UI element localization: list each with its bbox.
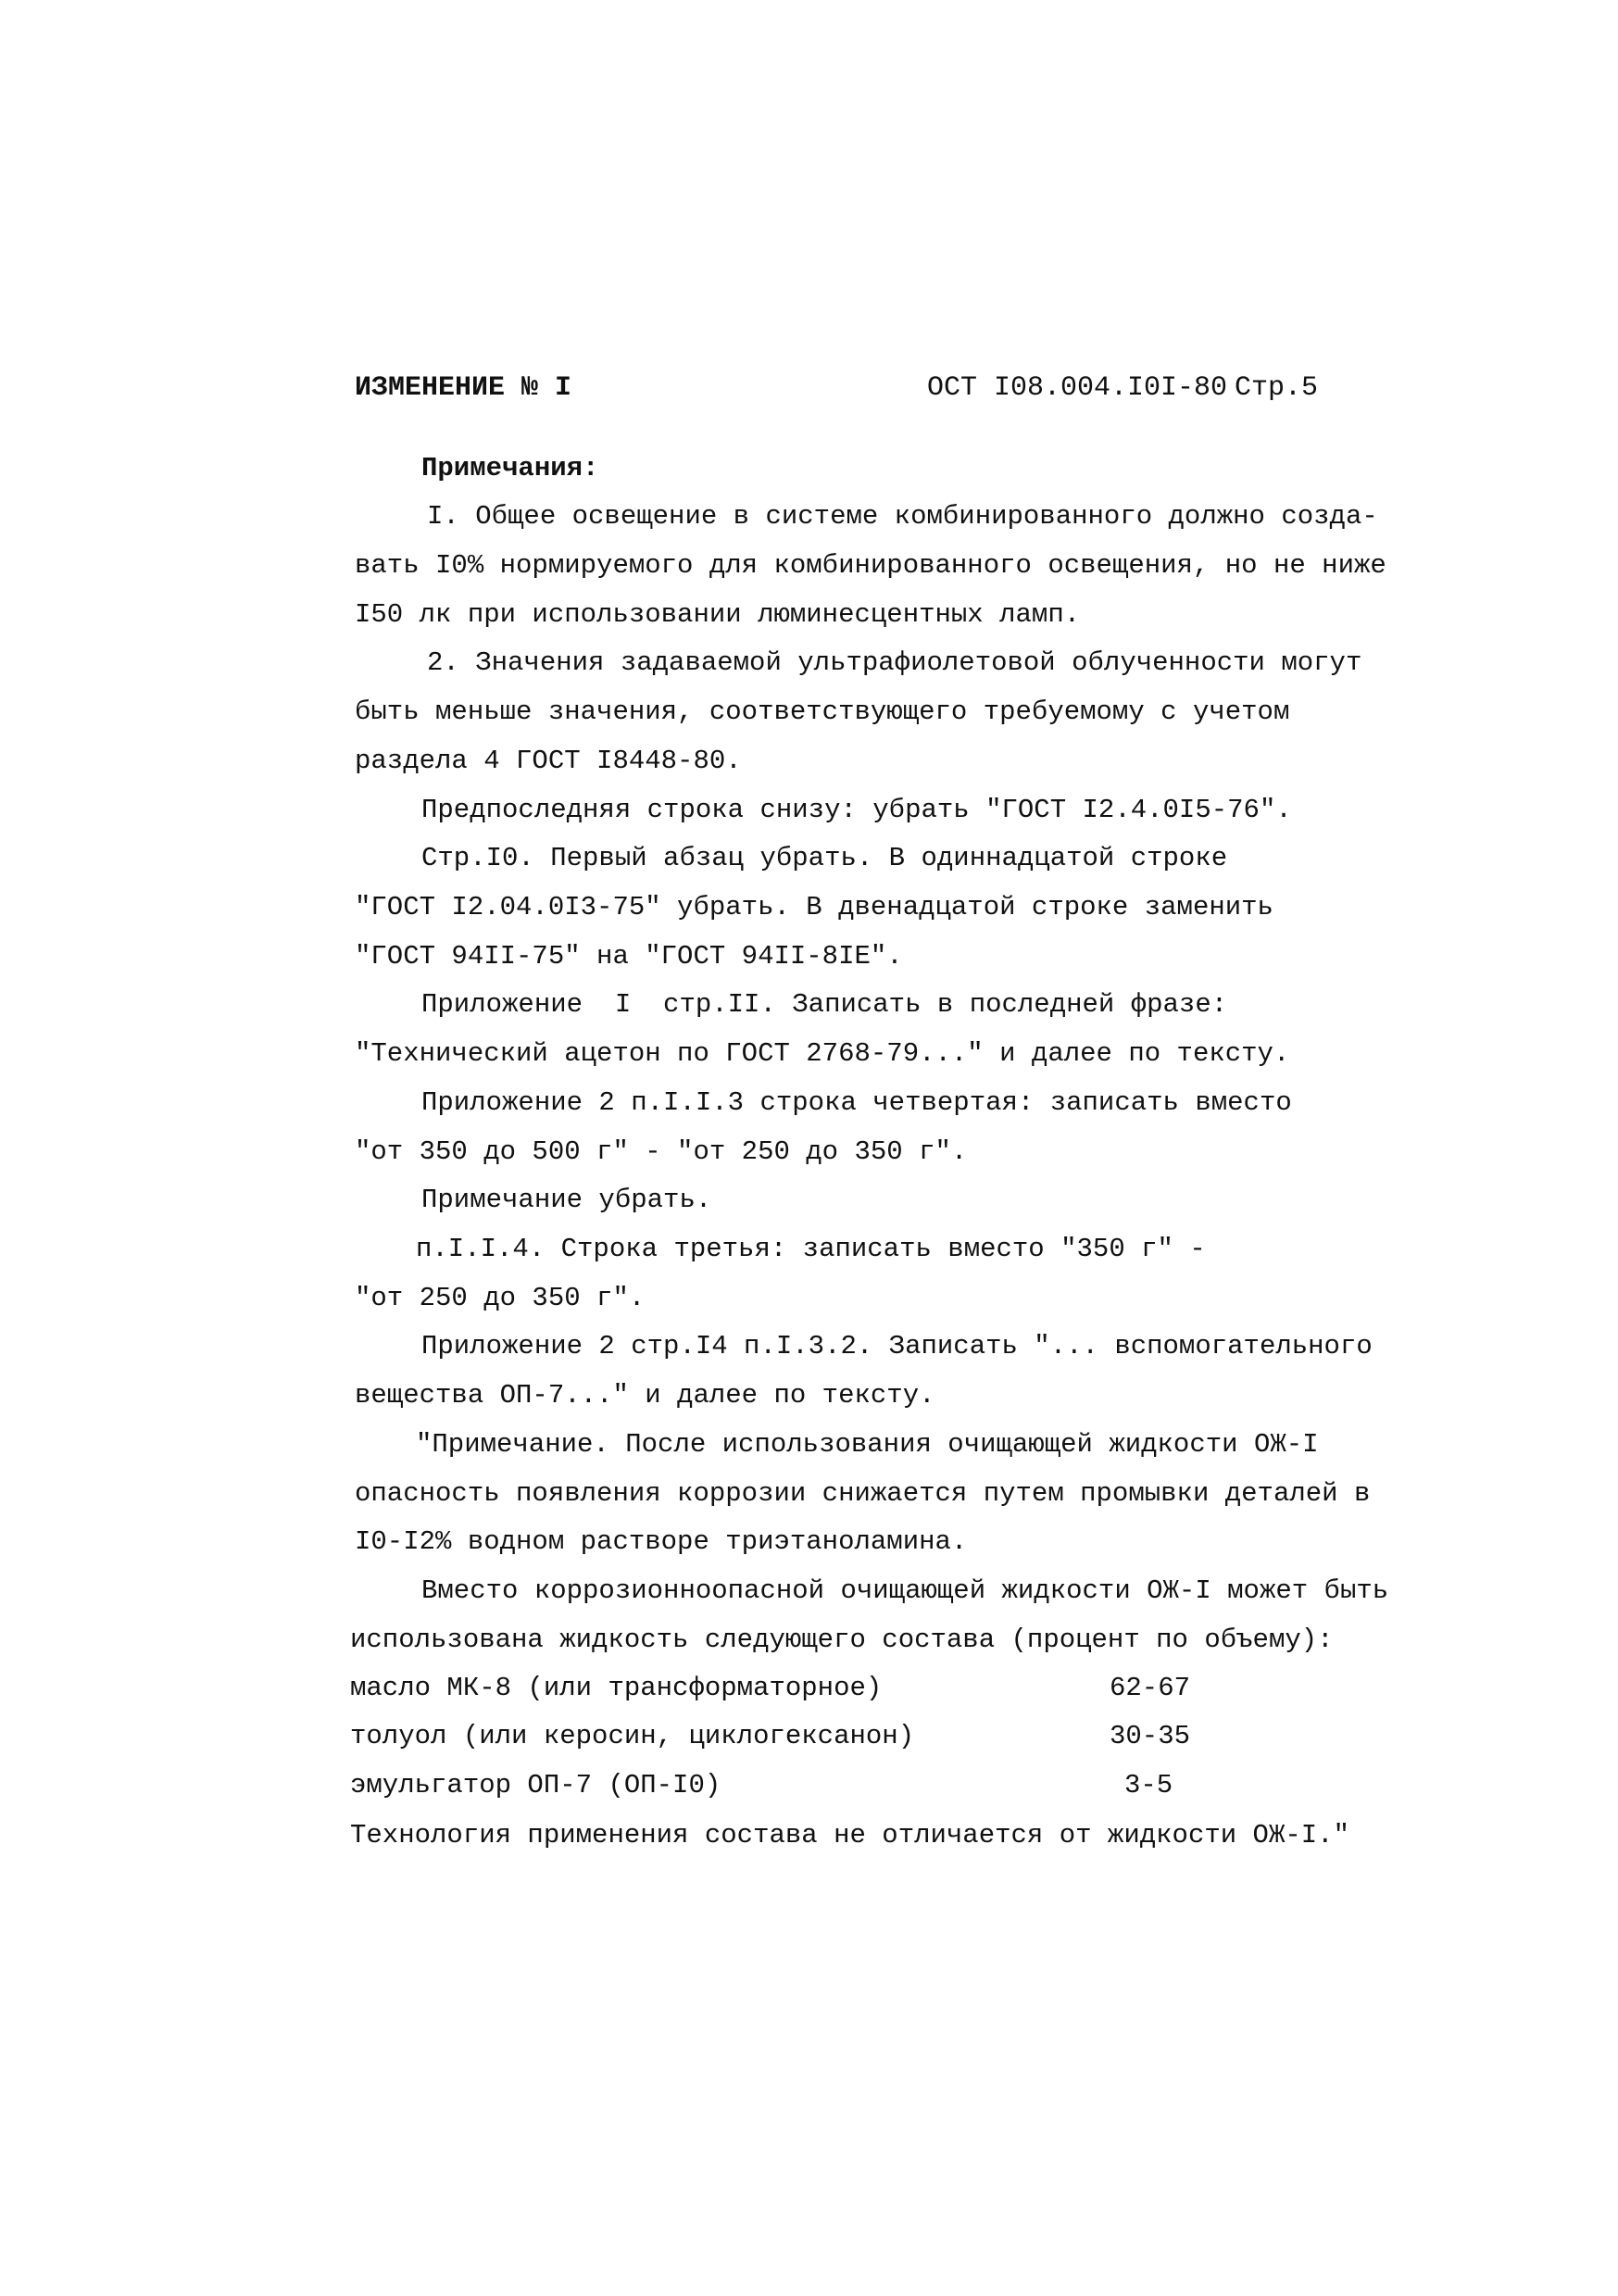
final-line: Технология применения состава не отличается от жидкости ОЖ-I."	[350, 1820, 1349, 1851]
text-line: "Технический ацетон по ГОСТ 2768-79..." и далее по тексту.	[355, 1038, 1290, 1069]
composition-row	[350, 1673, 1202, 1710]
text-line: I50 лк при использовании люминесцентных ламп.	[355, 599, 1081, 630]
text-line: Приложение I стр.II. Записать в последней фразе:	[421, 989, 1228, 1020]
composition-value: 3-5	[1124, 1770, 1173, 1800]
text-line: I0-I2% водном растворе триэтаноламина.	[355, 1526, 968, 1557]
text-line: Приложение 2 п.I.I.3 строка четвертая: записать вместо	[421, 1087, 1292, 1118]
page-header	[355, 372, 1318, 409]
text-line: Предпоследняя строка снизу: убрать "ГОСТ I2.4.0I5-76".	[421, 795, 1292, 825]
text-line: Примечание убрать.	[421, 1185, 712, 1215]
text-line: Стр.I0. Первый абзац убрать. В одиннадцатой строке	[421, 843, 1228, 873]
text-line: раздела 4 ГОСТ I8448-80.	[355, 746, 742, 776]
text-line: "от 250 до 350 г".	[355, 1283, 646, 1313]
page-number: Стр.5	[1234, 372, 1318, 404]
composition-row	[350, 1721, 1202, 1758]
text-line: п.I.I.4. Строка третья: записать вместо "350 г" -	[416, 1234, 1206, 1264]
composition-row	[350, 1770, 1202, 1807]
text-line: I. Общее освещение в системе комбинированного должно созда-	[427, 501, 1378, 532]
composition-value: 30-35	[1110, 1721, 1191, 1751]
text-line: использована жидкость следующего состава (процент по объему):	[350, 1625, 1334, 1655]
text-line: вещества ОП-7..." и далее по тексту.	[355, 1380, 935, 1411]
notes-title: Примечания:	[421, 453, 599, 483]
text-line: Приложение 2 стр.I4 п.I.3.2. Записать "... вспомогательного	[421, 1331, 1373, 1361]
text-line: "от 350 до 500 г" - "от 250 до 350 г".	[355, 1136, 968, 1167]
composition-name: масло МК-8 (или трансформаторное)	[350, 1673, 883, 1703]
text-line: "ГОСТ 94II-75" на "ГОСТ 94II-8IЕ".	[355, 941, 903, 972]
text-line: 2. Значения задаваемой ультрафиолетовой облученности могут	[427, 647, 1362, 678]
text-line: "Примечание. После использования очищающей жидкости ОЖ-I	[416, 1429, 1319, 1460]
text-line: вать I0% нормируемого для комбинированного освещения, но не ниже	[355, 550, 1386, 581]
composition-value: 62-67	[1110, 1673, 1191, 1703]
composition-name: толуол (или керосин, циклогексанон)	[350, 1721, 915, 1751]
doc-number: ОСТ I08.004.I0I-80	[927, 372, 1228, 404]
text-line: "ГОСТ I2.04.0I3-75" убрать. В двенадцатой строке заменить	[355, 892, 1273, 922]
text-line: опасность появления коррозии снижается путем промывки деталей в	[355, 1478, 1371, 1509]
change-label: ИЗМЕНЕНИЕ № I	[355, 372, 572, 404]
composition-name: эмульгатор ОП-7 (ОП-I0)	[350, 1770, 721, 1800]
text-line: быть меньше значения, соответствующего требуемому с учетом	[355, 696, 1290, 727]
text-line: Вместо коррозионноопасной очищающей жидкости ОЖ-I может быть	[421, 1575, 1389, 1606]
